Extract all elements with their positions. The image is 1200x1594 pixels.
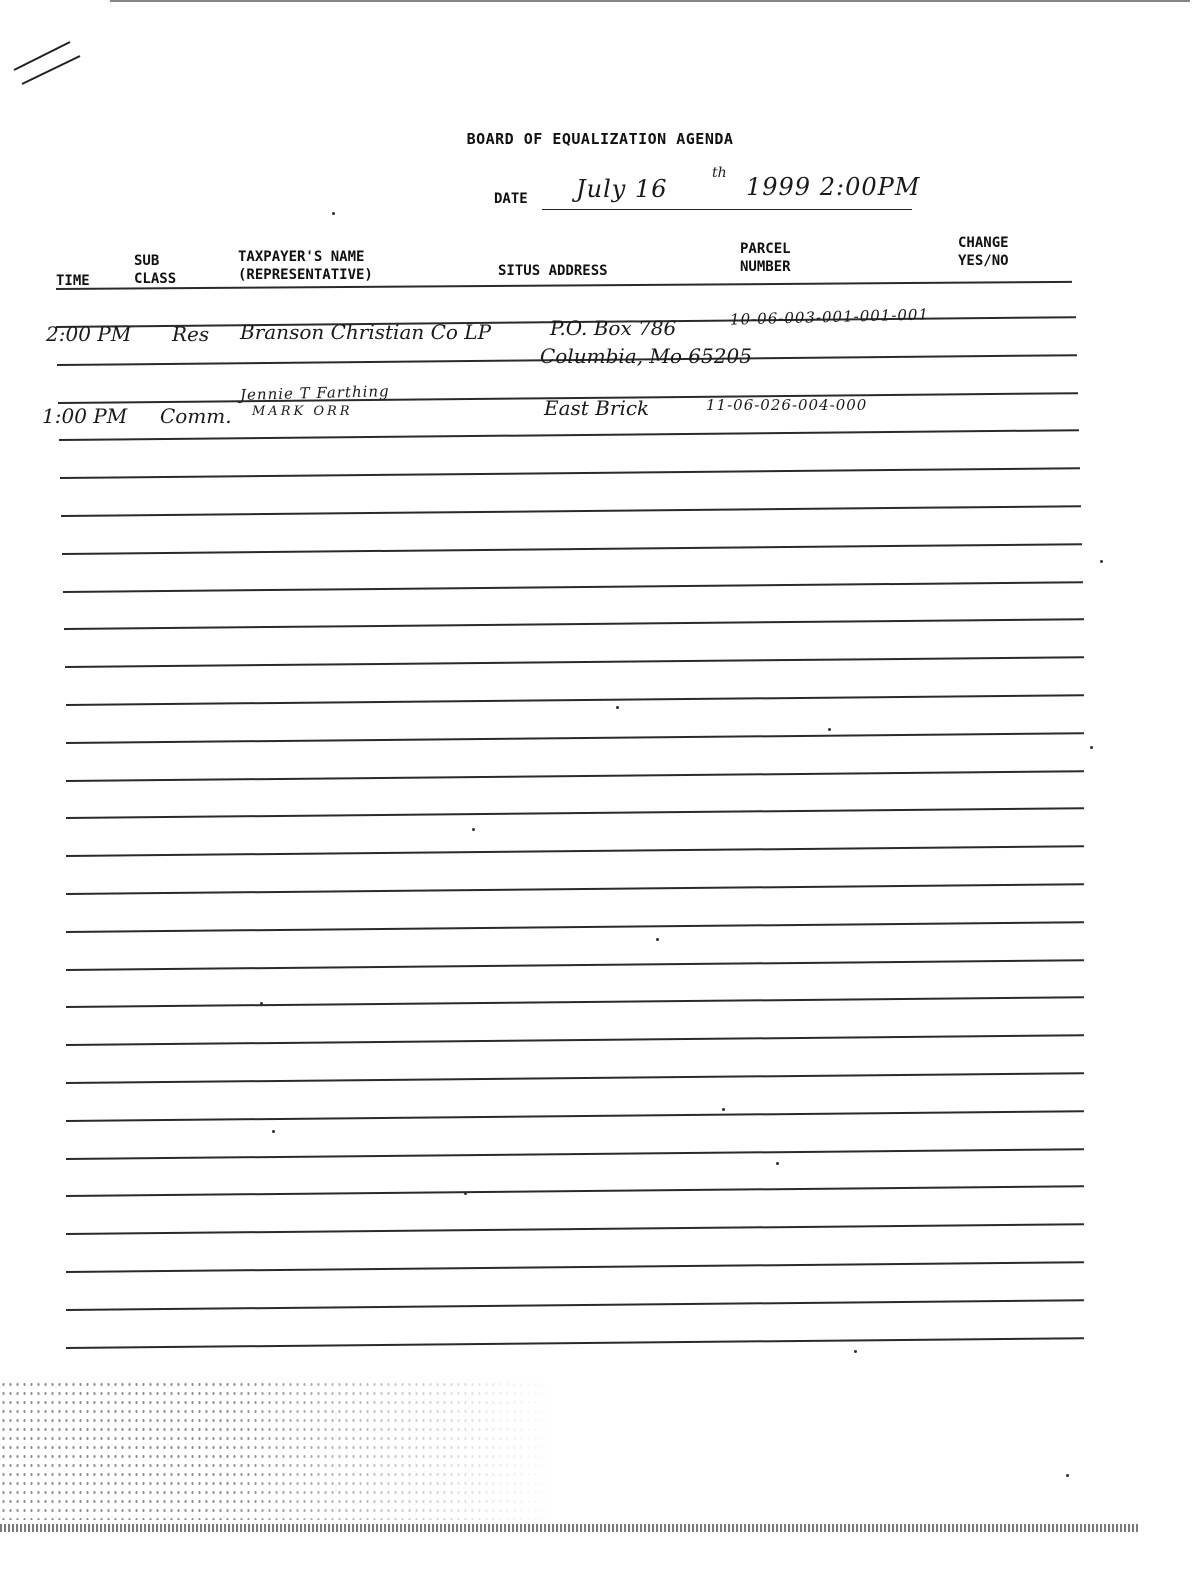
ruled-line	[61, 505, 1081, 516]
col-change-line2: YES/NO	[958, 253, 1009, 269]
col-subclass-header	[134, 252, 176, 288]
col-subclass-line2: CLASS	[134, 271, 177, 287]
col-change-header	[958, 234, 1009, 270]
slash-marks-icon	[8, 36, 88, 96]
ruled-line	[59, 430, 1079, 441]
ruled-line	[66, 1034, 1084, 1045]
scan-speck	[332, 212, 335, 215]
scan-speck	[260, 1002, 263, 1005]
ruled-line	[66, 1110, 1084, 1121]
ruled-line	[60, 467, 1080, 478]
col-subclass-line1: SUB	[134, 253, 160, 269]
ruled-line	[66, 959, 1084, 970]
ruled-line	[65, 656, 1084, 667]
col-parcel-line1: PARCEL	[740, 241, 791, 257]
date-label: DATE	[494, 191, 528, 207]
scan-speck	[472, 828, 475, 831]
entry-1-subclass: Res	[172, 322, 210, 346]
ruled-line	[66, 1337, 1084, 1348]
entry-1-parcel: 10-06-003-001-001-001	[729, 305, 930, 329]
ruled-line	[66, 808, 1084, 819]
agenda-title: BOARD OF EQUALIZATION AGENDA	[466, 130, 734, 148]
col-change-line1: CHANGE	[958, 235, 1009, 251]
ruled-line	[56, 281, 1072, 290]
ruled-line	[64, 619, 1084, 630]
col-time-header: TIME	[56, 273, 90, 289]
col-parcel-header	[740, 240, 791, 276]
ruled-line	[66, 732, 1084, 743]
ruled-line	[66, 921, 1084, 932]
ruled-line	[66, 1072, 1084, 1083]
scan-speck	[272, 1130, 275, 1133]
entry-1-taxpayer: Branson Christian Co LP	[240, 320, 492, 344]
ruled-line	[66, 1186, 1084, 1197]
col-taxpayer-line1: TAXPAYER'S NAME	[238, 249, 365, 265]
scan-speck	[776, 1162, 779, 1165]
ruled-line	[66, 1148, 1084, 1159]
date-ordinal: th	[712, 165, 727, 181]
date-value: July 16	[576, 175, 668, 203]
scan-speck	[722, 1108, 725, 1111]
col-parcel-line2: NUMBER	[740, 259, 791, 275]
ruled-line	[63, 581, 1083, 592]
entry-2-representative: MARK ORR	[252, 404, 353, 419]
entry-2-parcel: 11-06-026-004-000	[706, 396, 868, 414]
col-taxpayer-header	[238, 248, 373, 284]
date-underline	[542, 209, 912, 210]
scan-bottom-band	[0, 1524, 1140, 1532]
ruled-line	[66, 845, 1084, 856]
scan-speck	[656, 938, 659, 941]
entry-1-time: 2:00 PM	[46, 322, 132, 346]
scan-top-edge	[110, 0, 1190, 2]
entry-2-address: East Brick	[544, 396, 650, 420]
ruled-line	[66, 1261, 1084, 1272]
ruled-line	[66, 997, 1084, 1008]
ruled-line	[66, 694, 1084, 705]
scan-speck	[854, 1350, 857, 1353]
ruled-line	[66, 1299, 1084, 1310]
scan-speck	[464, 1192, 467, 1195]
scan-speck	[1066, 1474, 1069, 1477]
scan-speck	[616, 706, 619, 709]
scan-speck	[1090, 746, 1093, 749]
ruled-line	[62, 543, 1082, 554]
col-taxpayer-line2: (REPRESENTATIVE)	[238, 267, 373, 283]
entry-2-subclass: Comm.	[160, 404, 232, 428]
scan-speck	[828, 728, 831, 731]
entry-1-address-line2: Columbia, Mo 65205	[540, 344, 752, 368]
scan-speck	[1100, 560, 1103, 563]
ruled-line	[66, 1223, 1084, 1234]
col-situs-header: SITUS ADDRESS	[498, 263, 608, 279]
ruled-line	[66, 883, 1084, 894]
entry-2-taxpayer: Jennie T Farthing	[239, 382, 390, 404]
entry-2-time: 1:00 PM	[42, 404, 128, 428]
date-year-time: 1999 2:00PM	[746, 173, 921, 201]
ruled-line	[66, 770, 1084, 781]
entry-1-address: P.O. Box 786	[550, 316, 677, 340]
scan-noise	[0, 1380, 560, 1520]
